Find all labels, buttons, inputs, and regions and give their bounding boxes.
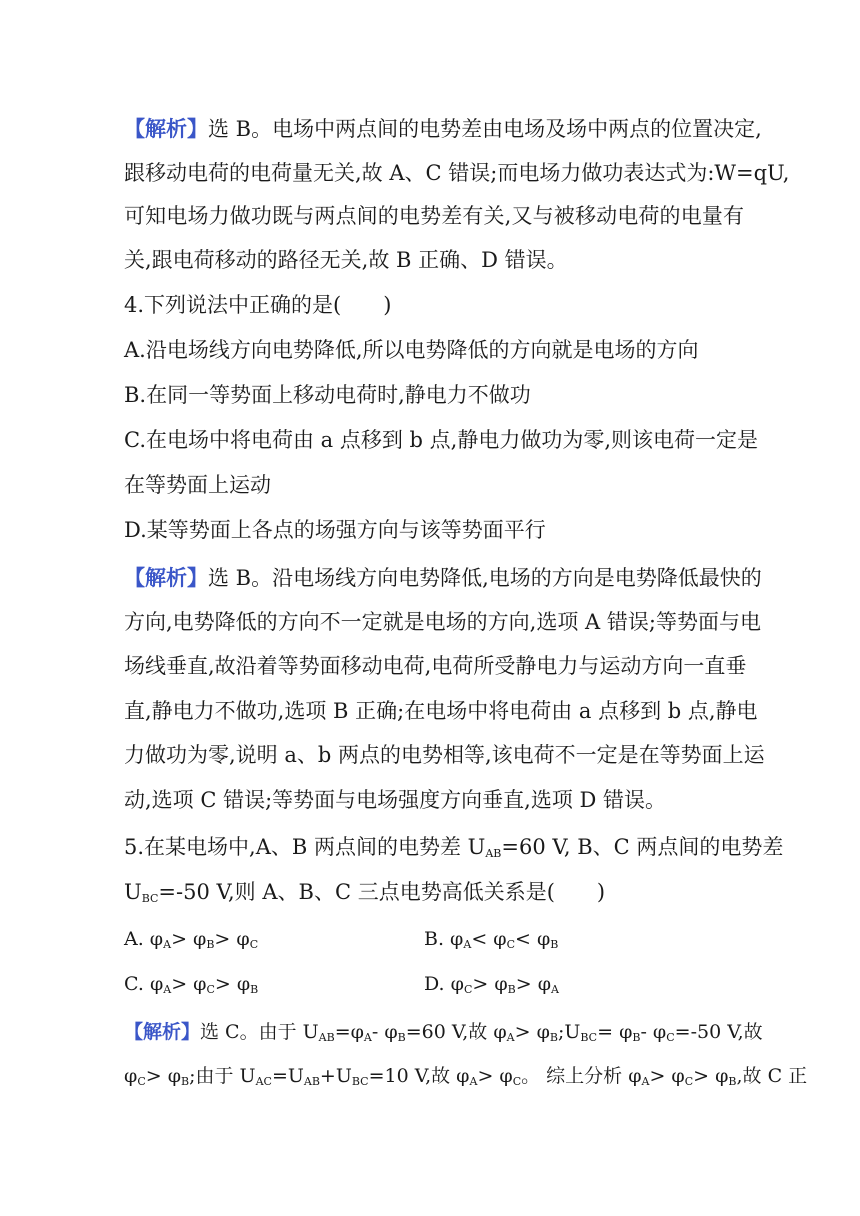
analysis-1-line-2: 跟移动电荷的电荷量无关,故 A、C 错误;而电场力做功表达式为:W=qU, bbox=[124, 161, 790, 185]
subscript: B bbox=[206, 938, 215, 951]
q5-text: 5.在某电场中,A、B 两点间的电势差 U bbox=[124, 835, 486, 859]
question-5-options-row-1 bbox=[124, 924, 744, 960]
question-4-stem: 4.下列说法中正确的是( ) bbox=[124, 293, 392, 317]
subscript: B bbox=[728, 1075, 737, 1088]
subscript: A bbox=[363, 1031, 372, 1044]
text: = φ bbox=[597, 1021, 633, 1043]
question-5-option-a: A. $\varphi_A> \varphi_B> \varphi_C$ bbox=[124, 928, 259, 951]
question-4-option-b: B.在同一等势面上移动电荷时,静电力不做功 bbox=[124, 383, 531, 407]
text: > φ bbox=[514, 1021, 550, 1043]
subscript: AB bbox=[318, 1031, 335, 1044]
opt-label: A. φ bbox=[124, 928, 164, 950]
subscript: C bbox=[684, 1075, 694, 1088]
subscript: B bbox=[507, 983, 516, 996]
text: =φ bbox=[334, 1021, 364, 1043]
subscript: A bbox=[506, 1031, 515, 1044]
question-5-stem-line-2 bbox=[124, 877, 744, 914]
text: > φ bbox=[693, 1065, 729, 1087]
subscript: BC bbox=[580, 1031, 598, 1044]
analysis-1-line-4: 关,跟电荷移动的路径无关,故 B 正确、D 错误。 bbox=[124, 248, 568, 272]
text: =60 V,故 φ bbox=[405, 1021, 507, 1043]
text: - φ bbox=[640, 1021, 667, 1043]
question-5-options-row-2 bbox=[124, 969, 744, 1005]
subscript: AB bbox=[303, 1075, 320, 1088]
analysis-2-text-1: 选 B。沿电场线方向电势降低,电场的方向是电势降低最快的 bbox=[208, 566, 762, 590]
opt-label: D. φ bbox=[424, 973, 464, 995]
analysis-tag: 【解析】 bbox=[124, 565, 208, 590]
subscript: A bbox=[163, 938, 172, 951]
subscript: A bbox=[551, 983, 559, 996]
analysis-2-line-4: 直,静电力不做功,选项 B 正确;在电场中将电荷由 a 点移到 b 点,静电 bbox=[124, 699, 758, 723]
q5-text: =-50 V,则 A、B、C 三点电势高低关系是( ) bbox=[158, 880, 606, 904]
text: ,故 C 正 bbox=[736, 1065, 808, 1087]
q5-text: U bbox=[124, 880, 142, 904]
subscript: AC bbox=[255, 1075, 272, 1088]
text: ;由于 U bbox=[189, 1065, 256, 1087]
subscript: B bbox=[632, 1031, 641, 1044]
analysis-2-line-1 bbox=[124, 563, 762, 593]
question-5-option-c: C. $\varphi_A> \varphi_C> \varphi_B$ bbox=[124, 973, 259, 996]
subscript: C bbox=[249, 938, 259, 951]
subscript: A bbox=[163, 983, 172, 996]
analysis-3-line-2 bbox=[124, 1061, 808, 1097]
subscript: C bbox=[512, 1075, 522, 1088]
analysis-3-line-1 bbox=[124, 1017, 763, 1053]
text: 。 综上分析 φ bbox=[521, 1065, 642, 1087]
text: > φ bbox=[145, 1065, 181, 1087]
analysis-1-text-1: 选 B。电场中两点间的电势差由电场及场中两点的位置决定, bbox=[208, 117, 762, 141]
text: φ bbox=[124, 1065, 138, 1087]
question-5-stem-line-1 bbox=[124, 832, 784, 869]
subscript: BC bbox=[141, 892, 159, 905]
question-5-option-d: D. $\varphi_C> \varphi_B> \varphi_A$ bbox=[424, 973, 559, 996]
text: 选 C。由于 U bbox=[200, 1021, 319, 1043]
question-4-option-d: D.某等势面上各点的场强方向与该等势面平行 bbox=[124, 518, 546, 542]
text: =-50 V,故 bbox=[674, 1021, 763, 1043]
analysis-2-line-6: 动,选项 C 错误;等势面与电场强度方向垂直,选项 D 错误。 bbox=[124, 788, 667, 812]
q5-text: =60 V, B、C 两点间的电势差 bbox=[501, 835, 784, 859]
analysis-2-line-3: 场线垂直,故沿着等势面移动电荷,电荷所受静电力与运动方向一直垂 bbox=[124, 654, 747, 678]
subscript: B bbox=[549, 1031, 558, 1044]
analysis-2-line-2: 方向,电势降低的方向不一定就是电场的方向,选项 A 错误;等势面与电 bbox=[124, 610, 761, 634]
analysis-2-line-5: 力做功为零,说明 a、b 两点的电势相等,该电荷不一定是在等势面上运 bbox=[124, 743, 765, 767]
text: =U bbox=[271, 1065, 304, 1087]
opt-label: B. φ bbox=[424, 928, 464, 950]
text: > φ bbox=[477, 1065, 513, 1087]
analysis-tag: 【解析】 bbox=[124, 116, 208, 141]
question-4-option-c-line-1: C.在电场中将电荷由 a 点移到 b 点,静电力做功为零,则该电荷一定是 bbox=[124, 428, 759, 452]
subscript: B bbox=[397, 1031, 406, 1044]
subscript: B bbox=[181, 1075, 190, 1088]
question-5-option-b: B. $\varphi_A< \varphi_C< \varphi_B$ bbox=[424, 928, 559, 951]
text: =10 V,故 φ bbox=[368, 1065, 470, 1087]
analysis-1-line-3: 可知电场力做功既与两点间的电势差有关,又与被移动电荷的电量有 bbox=[124, 204, 744, 228]
text: - φ bbox=[371, 1021, 398, 1043]
text: > φ bbox=[649, 1065, 685, 1087]
subscript: B bbox=[550, 938, 559, 951]
subscript: B bbox=[250, 983, 259, 996]
subscript: C bbox=[206, 983, 215, 996]
subscript: C bbox=[506, 938, 515, 951]
text: +U bbox=[319, 1065, 352, 1087]
analysis-tag: 【解析】 bbox=[124, 1021, 201, 1043]
subscript: A bbox=[463, 938, 472, 951]
question-4-option-a: A.沿电场线方向电势降低,所以电势降低的方向就是电场的方向 bbox=[124, 338, 699, 362]
text: ;U bbox=[557, 1021, 581, 1043]
subscript: C bbox=[666, 1031, 675, 1044]
subscript: A bbox=[469, 1075, 478, 1088]
question-4-option-c-line-2: 在等势面上运动 bbox=[124, 473, 271, 497]
subscript: C bbox=[137, 1075, 146, 1088]
analysis-1-line-1 bbox=[124, 114, 762, 144]
subscript: BC bbox=[351, 1075, 369, 1088]
subscript: AB bbox=[485, 847, 502, 860]
subscript: A bbox=[641, 1075, 650, 1088]
opt-label: C. φ bbox=[124, 973, 164, 995]
subscript: C bbox=[463, 983, 473, 996]
